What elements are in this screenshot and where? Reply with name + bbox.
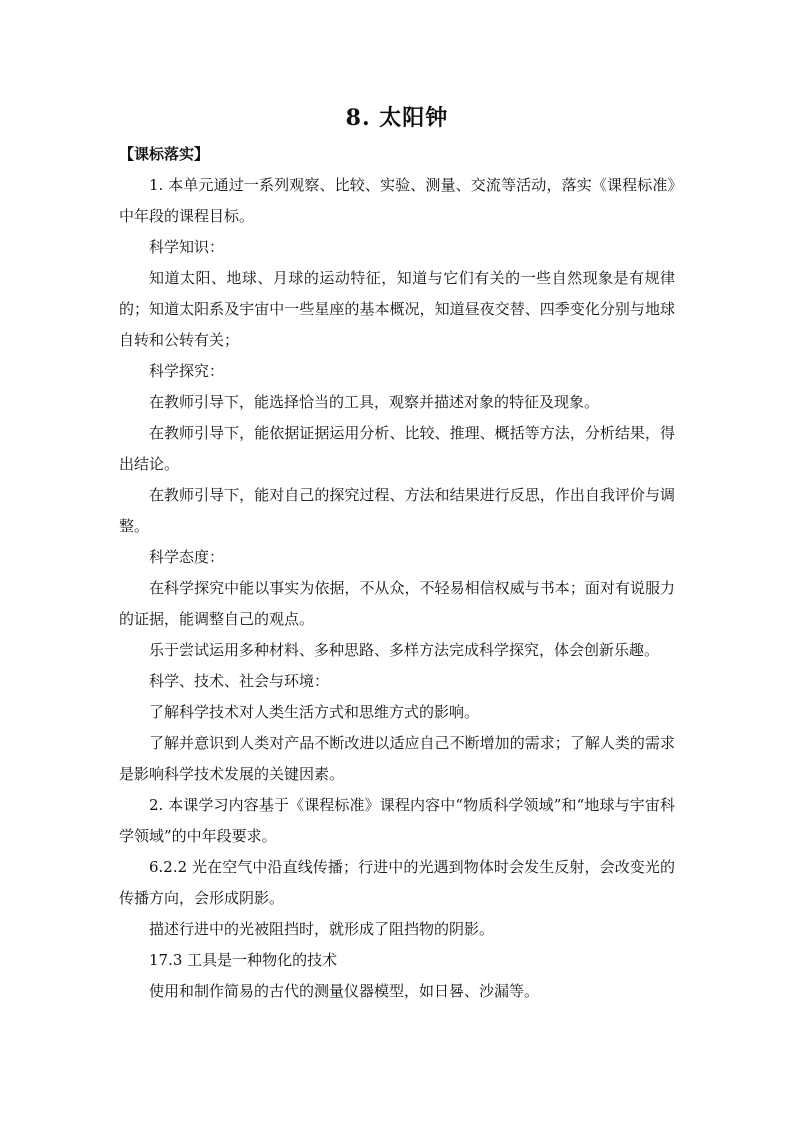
- paragraph: 在教师引导下，能选择恰当的工具，观察并描述对象的特征及现象。: [149, 393, 600, 411]
- paragraph: 在科学探究中能以事实为依据，不从众，不轻易相信权威与书本；面对有说服力的证据，能调整自己的观点。: [119, 579, 675, 628]
- paragraph: 了解科学技术对人类生活方式和思维方式的影响。: [149, 703, 480, 721]
- section-label: 【课标落实】: [119, 145, 210, 163]
- paragraph: 科学探究：: [149, 362, 225, 380]
- paragraph: 在教师引导下，能依据证据运用分析、比较、推理、概括等方法，分析结果，得出结论。: [119, 424, 675, 473]
- paragraph: 了解并意识到人类对产品不断改进以适应自己不断增加的需求；了解人类的需求是影响科学技术发展的关键因素。: [119, 734, 675, 783]
- paragraph: 乐于尝试运用多种材料、多种思路、多样方法完成科学探究，体会创新乐趣。: [149, 641, 660, 659]
- paragraph: 17.3 工具是一种物化的技术: [149, 951, 338, 969]
- paragraph: 知道太阳、地球、月球的运动特征，知道与它们有关的一些自然现象是有规律的；知道太阳系及宇宙中一些星座的基本概况，知道昼夜交替、四季变化分别与地球自转和公转有关；: [119, 269, 675, 349]
- paragraph: 使用和制作简易的古代的测量仪器模型，如日晷、沙漏等。: [149, 982, 540, 1000]
- paragraph: 在教师引导下，能对自己的探究过程、方法和结果进行反思，作出自我评价与调整。: [119, 486, 675, 535]
- paragraph: 6.2.2 光在空气中沿直线传播；行进中的光遇到物体时会发生反射，会改变光的传播方向，会形成阴影。: [119, 858, 675, 907]
- paragraph: 2. 本课学习内容基于《课程标准》课程内容中“物质科学领域”和“地球与宇宙科学领域”的中年段要求。: [119, 796, 675, 845]
- body-text: [119, 170, 675, 1007]
- paragraph: 描述行进中的光被阻挡时，就形成了阻挡物的阴影。: [149, 920, 495, 938]
- paragraph: 1. 本单元通过一系列观察、比较、实验、测量、交流等活动，落实《课程标准》中年段的课程目标。: [119, 176, 675, 225]
- paragraph: 科学、技术、社会与环境：: [149, 672, 330, 690]
- paragraph: 科学态度：: [149, 548, 225, 566]
- page-title: 8. 太阳钟: [345, 105, 449, 131]
- paragraph: 科学知识：: [149, 238, 225, 256]
